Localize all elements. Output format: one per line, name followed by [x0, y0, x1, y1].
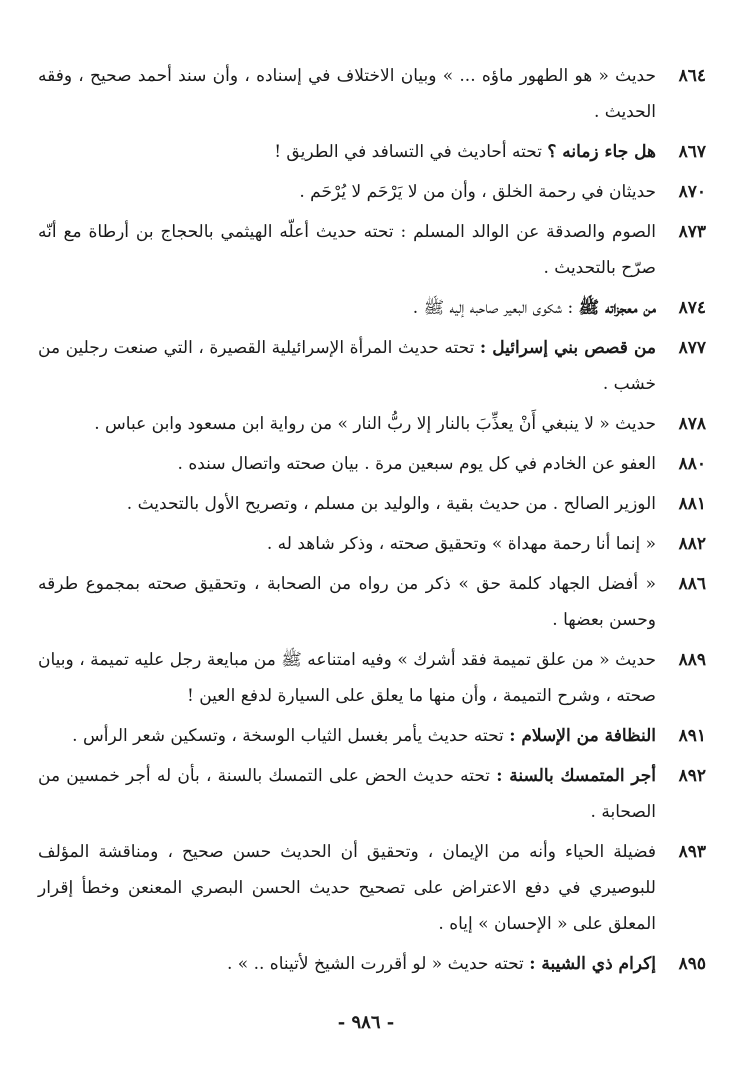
entry-text [30, 290, 656, 326]
index-entry [30, 526, 710, 562]
entry-page-number: ٨٦٧ [678, 142, 706, 162]
entry-description: تحته أحاديث في التسافد في الطريق ! [274, 142, 548, 162]
entry-description: العفو عن الخادم في كل يوم سبعين مرة . بيان صحته واتصال سنده . [177, 454, 656, 474]
entry-page-number: ٨٧٤ [678, 298, 706, 318]
entry-description: : شكوى البعير صاحبه إليه ﷺ . [412, 298, 579, 318]
entry-text [30, 758, 656, 830]
entry-description: تحته حديث « لو أقررت الشيخ لأتيناه .. » . [226, 954, 530, 974]
index-entry [30, 446, 710, 482]
entry-text [30, 446, 656, 482]
entry-page-number: ٨٨٢ [678, 534, 706, 554]
index-entry [30, 134, 710, 170]
entry-heading: إكرام ذي الشيبة : [529, 954, 656, 974]
entry-heading: أجر المتمسك بالسنة : [496, 766, 656, 786]
index-entries [30, 58, 710, 986]
entry-page-number: ٨٨٦ [678, 574, 706, 594]
index-entry [30, 486, 710, 522]
index-entry [30, 758, 710, 830]
entry-page-number: ٨٦٤ [678, 66, 706, 86]
page-number: - ٩٨٦ - [337, 1012, 395, 1033]
entry-text [30, 718, 656, 754]
index-entry [30, 566, 710, 638]
index-entry [30, 290, 710, 326]
entry-text [30, 330, 656, 402]
entry-page-number: ٨٧٠ [678, 182, 706, 202]
entry-text [30, 834, 656, 942]
entry-page-number: ٨٩٥ [678, 954, 706, 974]
entry-text [30, 134, 656, 170]
entry-description: فضيلة الحياء وأنه من الإيمان ، وتحقيق أن الحديث حسن صحيح ، ومناقشة المؤلف للبوصيري في دفع الاعتراض على تصحيح حديث الحسن البصري المعنعن وخطأ إقرار المعلق على « الإحسان » إياه . [38, 842, 656, 934]
index-entry [30, 174, 710, 210]
entry-description: حديث « لا ينبغي أَنْ يعذِّبَ بالنار إلا ربُّ النار » من رواية ابن مسعود وابن عباس . [94, 414, 656, 434]
entry-text [30, 946, 656, 982]
entry-page-number: ٨٧٧ [678, 338, 706, 358]
index-entry [30, 406, 710, 442]
entry-text [30, 406, 656, 442]
entry-description: « أفضل الجهاد كلمة حق » ذكر من رواه من الصحابة ، وتحقيق صحته بمجموع طرقه وحسن بعضها . [38, 574, 656, 630]
entry-description: تحته حديث الحض على التمسك بالسنة ، بأن له أجر خمسين من الصحابة . [38, 766, 656, 822]
entry-text [30, 566, 656, 638]
entry-page-number: ٨٩٢ [678, 766, 706, 786]
entry-page-number: ٨٩١ [678, 726, 706, 746]
index-entry [30, 642, 710, 714]
entry-heading: النظافة من الإسلام : [509, 726, 656, 746]
entry-description: الصوم والصدقة عن الوالد المسلم : تحته حديث أعلّه الهيثمي بالحجاج بن أرطاة مع أنّه صرّح بالتحديث . [38, 222, 656, 278]
entry-page-number: ٨٧٨ [678, 414, 706, 434]
entry-description: تحته حديث يأمر بغسل الثياب الوسخة ، وتسكين شعر الرأس . [72, 726, 510, 746]
entry-text [30, 214, 656, 286]
index-entry [30, 214, 710, 286]
entry-text [30, 526, 656, 562]
entry-text [30, 486, 656, 522]
entry-text [30, 642, 656, 714]
index-entry [30, 58, 710, 130]
entry-description: تحته حديث المرأة الإسرائيلية القصيرة ، التي صنعت رجلين من خشب . [38, 338, 656, 394]
index-entry [30, 834, 710, 942]
entry-page-number: ٨٩٣ [678, 842, 706, 862]
entry-heading: من قصص بني إسرائيل : [479, 338, 657, 358]
entry-text [30, 58, 656, 130]
entry-text [30, 174, 656, 210]
entry-heading: هل جاء زمانه ؟ [547, 142, 656, 162]
entry-description: حديث « من علق تميمة فقد أشرك » وفيه امتناعه ﷺ من مبايعة رجل عليه تميمة ، وبيان صحته ، وشرح التميمة ، وأن منها ما يعلق على السيارة لدفع العين ! [38, 650, 656, 706]
entry-description: حديث « هو الطهور ماؤه ... » وبيان الاختلاف في إسناده ، وأن سند أحمد صحيح ، وفقه الحديث . [38, 66, 656, 122]
entry-page-number: ٨٨١ [678, 494, 706, 514]
entry-page-number: ٨٧٣ [678, 222, 706, 242]
index-entry [30, 946, 710, 982]
entry-description: « إنما أنا رحمة مهداة » وتحقيق صحته ، وذكر شاهد له . [266, 534, 656, 554]
index-entry [30, 718, 710, 754]
entry-page-number: ٨٨٠ [678, 454, 706, 474]
entry-description: حديثان في رحمة الخلق ، وأن من لا يَرْحَم لا يُرْحَم . [299, 182, 656, 202]
entry-page-number: ٨٨٩ [678, 650, 706, 670]
index-entry [30, 330, 710, 402]
entry-description: الوزير الصالح . من حديث بقية ، والوليد بن مسلم ، وتصريح الأول بالتحديث . [126, 494, 656, 514]
entry-heading: من معجزاته ﷺ [578, 298, 656, 318]
